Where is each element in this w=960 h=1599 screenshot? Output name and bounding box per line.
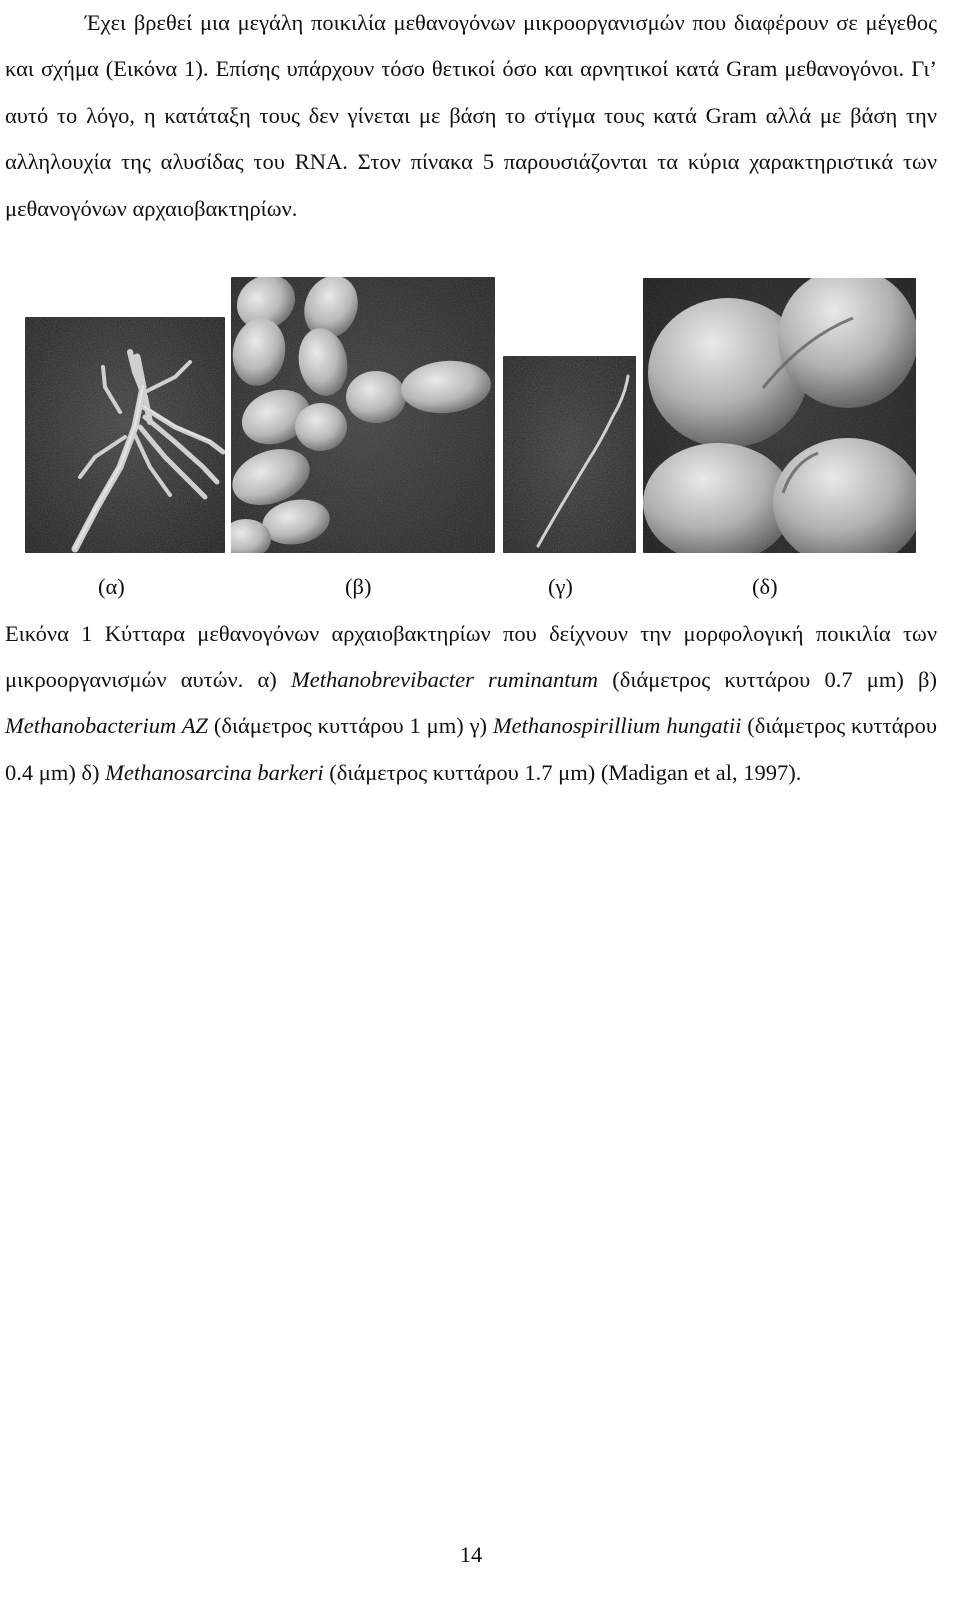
species-name-a: Methanobrevibacter ruminantum — [291, 667, 599, 693]
caption-text: (διάμετρος κυττάρου 1.7 μm) (Madigan et al, 1997). — [323, 759, 802, 785]
figure-caption — [5, 611, 937, 796]
micrograph-b — [231, 277, 495, 553]
panel-label-a: (α) — [98, 574, 125, 599]
species-name-c: Methanospirillium hungatii — [492, 713, 742, 739]
caption-text: (διάμετρος κυττάρου 1 μm) γ) — [207, 713, 493, 739]
species-name-b: Methanobacterium AZ — [5, 713, 208, 739]
page-number: 14 — [459, 1542, 483, 1567]
micrograph-c — [503, 356, 636, 553]
species-name-d: Methanosarcina barkeri — [105, 759, 324, 785]
caption-text: (διάμετρος κυττάρου 0.7 μm) β) — [598, 667, 938, 693]
paragraph-text: Έχει βρεθεί μια μεγάλη ποικιλία μεθανογόνων μικροοργανισμών που διαφέρουν σε μέγεθος και σχήμα (Εικόνα 1). Επίσης υπάρχουν τόσο θετικοί όσο και αρνητικοί κατά Gram μεθανογόνοι. Γι’ αυτό το λόγο, η κατάταξη τους δεν γίνεται με βάση το στίγμα τους κατά Gram αλλά με βάση την αλληλουχία της αλυσίδας του RNA. Στον πίνακα 5 παρουσιάζονται τα κύρια χαρακτηριστικά των μεθανογόνων αρχαιοβακτηρίων. — [5, 10, 937, 221]
panel-label-b: (β) — [345, 574, 372, 599]
micrograph-d — [643, 278, 916, 553]
caption-text: Εικόνα 1 Κύτταρα μεθανογόνων αρχαιοβακτηρίων που δείχνουν την μορφολογική ποικιλία των μικροοργανισμών αυτών. α) — [5, 621, 937, 693]
caption-text: (διάμετρος κυττάρου 0.4 μm) δ) — [5, 713, 937, 785]
body-paragraph — [5, 0, 937, 232]
micrograph-a — [25, 317, 225, 553]
panel-label-c: (γ) — [548, 574, 573, 599]
panel-label-d: (δ) — [752, 574, 778, 599]
